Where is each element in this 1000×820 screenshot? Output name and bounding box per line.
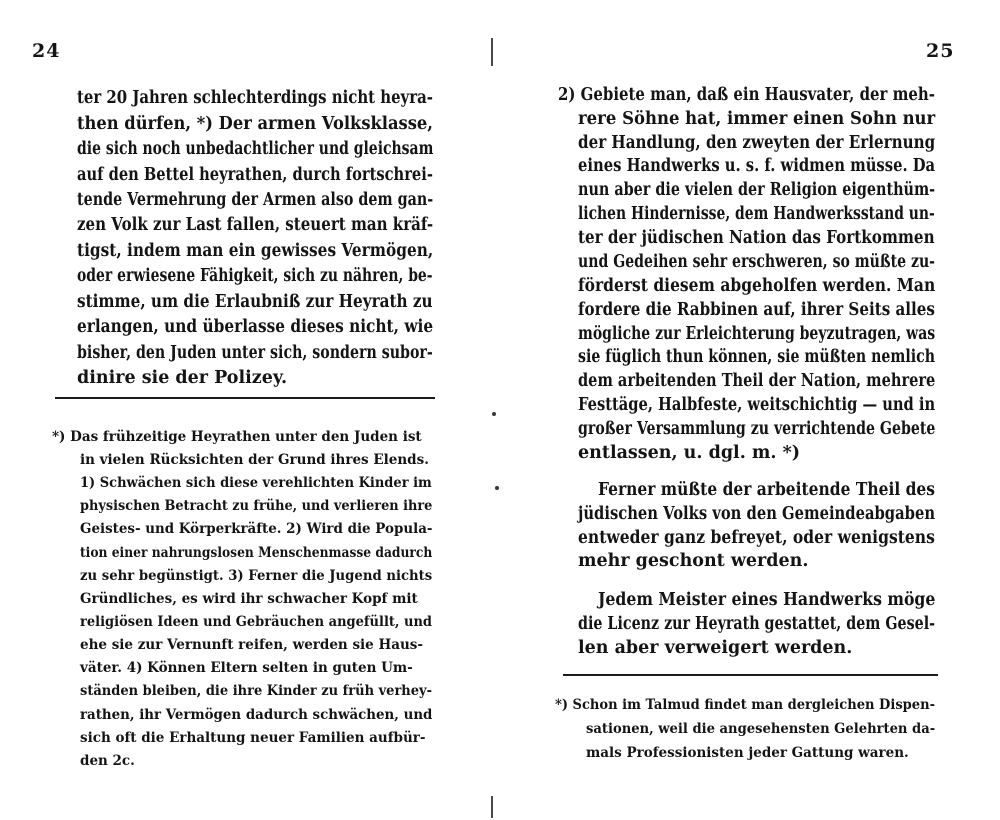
text-line: auf den Bettel heyrathen, durch fortschrei- — [77, 165, 433, 185]
text-line: ter der jüdischen Nation das Fortkommen — [578, 228, 935, 248]
footnote-line: physischen Betracht zu frühe, und verlieren ihre — [80, 498, 433, 514]
right-page — [505, 0, 1000, 820]
text-line: jüdischen Volks von den Gemeindeabgaben — [578, 504, 936, 524]
text-line: nun aber die vielen der Religion eigenthüm- — [578, 180, 936, 200]
footnote-line: religiösen Ideen und Gebräuchen angefüllt, und — [80, 614, 433, 630]
text-line: entlassen, u. dgl. m. *) — [578, 443, 801, 463]
text-line: sie füglich thun können, sie müßten nemlich — [578, 347, 935, 367]
footnote-line: Geistes- und Körperkräfte. 2) Wird die Popula- — [80, 521, 433, 537]
text-line: und Gedeihen sehr erschweren, so müßte zu- — [578, 252, 936, 272]
text-line: ter 20 Jahren schlechterdings nicht heyra- — [77, 88, 433, 108]
text-line: förderst diesem abgeholfen werden. Man — [578, 276, 936, 296]
footnote-line: sationen, weil die angesehensten Gelehrten da- — [586, 721, 936, 737]
footnote-line: sich oft die Erhaltung neuer Familien aufbür- — [80, 730, 426, 746]
speck-right — [495, 486, 499, 490]
text-line: bisher, den Juden unter sich, sondern subor- — [77, 343, 433, 363]
gutter-mark-bottom — [491, 796, 493, 818]
text-line: der Handlung, den zweyten der Erlernung — [578, 133, 936, 153]
text-line: fordere die Rabbinen auf, ihrer Seits alles — [578, 300, 935, 320]
text-line: mögliche zur Erleichterung beyzutragen, was — [578, 324, 936, 344]
speck-left — [492, 412, 496, 416]
footnote-line: ehe sie zur Vernunft reifen, werden sie Haus- — [80, 637, 423, 653]
text-line: dinire sie der Polizey. — [77, 368, 288, 388]
text-line: Jedem Meister eines Handwerks möge — [598, 590, 936, 610]
footnote-line: *) Schon im Talmud findet man dergleichen Dispen- — [555, 697, 936, 713]
text-line: die sich noch unbedachtlicher und gleichsam — [77, 139, 434, 159]
text-line: tende Vermehrung der Armen also dem gan- — [77, 190, 434, 210]
footnote-line: 1) Schwächen sich diese verehlichten Kinder im — [80, 475, 432, 491]
text-line: 2) Gebiete man, daß ein Hausvater, der meh- — [558, 85, 935, 105]
page-number-right: 25 — [926, 40, 955, 62]
text-line: großer Versammlung zu verrichtende Gebete — [578, 419, 936, 439]
footnote-line: ständen bleiben, die ihre Kinder zu früh verhey- — [80, 683, 433, 699]
gutter-mark-top — [491, 38, 493, 66]
footnote-line: Gründliches, es wird ihr schwacher Kopf mit — [80, 591, 418, 607]
footnote-line: zu sehr begünstigt. 3) Ferner die Jugend nichts — [80, 568, 433, 584]
text-line: oder erwiesene Fähigkeit, sich zu nähren, be- — [77, 266, 433, 286]
text-line: entweder ganz befreyet, oder wenigstens — [578, 528, 935, 548]
text-line: die Licenz zur Heyrath gestattet, dem Gesel- — [578, 614, 936, 634]
text-line: then dürfen, *) Der armen Volksklasse, — [77, 114, 433, 134]
footnote-line: den 2c. — [80, 753, 135, 769]
footnote-line: *) Das frühzeitige Heyrathen unter den Juden ist — [52, 429, 422, 445]
text-line: dem arbeitenden Theil der Nation, mehrere — [578, 371, 936, 391]
footnote-line: väter. 4) Können Eltern selten in guten Um- — [80, 660, 413, 676]
footnote-rule-right — [563, 674, 938, 676]
text-line: stimme, um die Erlaubniß zur Heyrath zu — [77, 292, 433, 312]
footnote-line: rathen, ihr Vermögen dadurch schwächen, und — [80, 707, 433, 723]
text-line: mehr geschont werden. — [578, 551, 809, 571]
text-line: tigst, indem man ein gewisses Vermögen, — [77, 241, 434, 261]
text-line: eines Handwerks u. s. f. widmen müsse. Da — [578, 156, 936, 176]
text-line: erlangen, und überlasse dieses nicht, wie — [77, 317, 434, 337]
text-line: len aber verweigert werden. — [578, 638, 853, 658]
text-line: Ferner müßte der arbeitende Theil des — [598, 480, 935, 500]
text-line: lichen Hindernisse, dem Handwerksstand un- — [578, 204, 935, 224]
footnote-line: tion einer nahrungslosen Menschenmasse dadurch — [80, 545, 433, 561]
text-line: Festtäge, Halbfeste, weitschichtig — und in — [578, 395, 936, 415]
footnote-line: in vielen Rücksichten der Grund ihres Elends. — [80, 452, 429, 468]
left-page — [0, 0, 490, 820]
text-line: rere Söhne hat, immer einen Sohn nur — [578, 109, 936, 129]
footnote-line: mals Professionisten jeder Gattung waren. — [586, 745, 909, 761]
page-number-left: 24 — [32, 40, 61, 62]
footnote-rule-left — [55, 397, 435, 399]
text-line: zen Volk zur Last fallen, steuert man kräf- — [77, 215, 434, 235]
